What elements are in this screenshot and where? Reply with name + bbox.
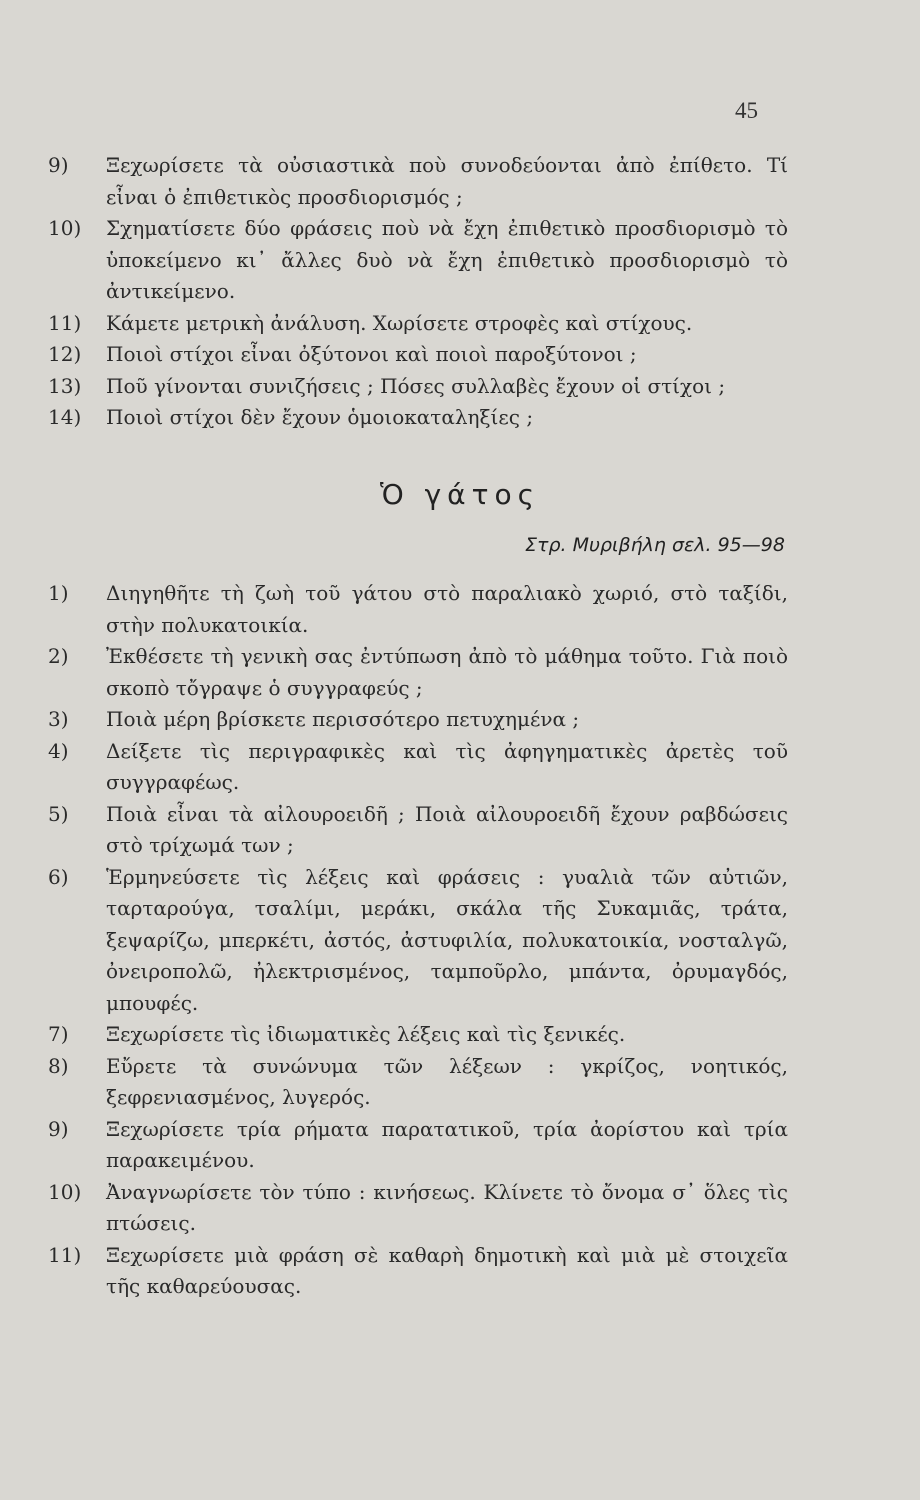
question-number: 10)	[48, 216, 82, 240]
question-item	[48, 308, 788, 340]
question-number: 3)	[48, 707, 69, 731]
question-number: 11)	[48, 1242, 82, 1267]
question-text: Ποιοὶ στίχοι εἶναι ὀξύτονοι καὶ ποιοὶ παροξύτονοι ;	[106, 342, 637, 366]
question-item	[48, 641, 788, 704]
question-number: 13)	[48, 373, 82, 398]
question-text: Ποῦ γίνονται συνιζήσεις ; Πόσες συλλαβὲς ἔχουν οἱ στίχοι ;	[106, 373, 726, 398]
author-reference: Στρ. Μυριβήλη σελ. 95—98	[525, 534, 785, 556]
question-text: Σχηματίσετε δύο φράσεις ποὺ νὰ ἔχη ἐπιθετικὸ προσδιορισμὸ τὸ ὑποκείμενο κι᾽ ἄλλες δυὸ νὰ ἔχη ἐπιθετικὸ προσδιορισμὸ τὸ ἀντικείμενο.	[106, 216, 788, 303]
question-text: Ξεχωρίσετε τρία ρήματα παρατατικοῦ, τρία ἀορίστου καὶ τρία παρακειμένου.	[106, 1116, 788, 1172]
question-number: 8)	[48, 1053, 69, 1078]
question-item	[48, 339, 788, 371]
question-item	[48, 704, 788, 736]
question-number: 5)	[48, 801, 69, 826]
question-item	[48, 402, 788, 434]
question-number: 9)	[48, 1116, 69, 1141]
question-text: Ποιὰ μέρη βρίσκετε περισσότερο πετυχημένα ;	[106, 707, 580, 731]
question-item	[48, 150, 788, 213]
question-text: Δείξετε τὶς περιγραφικὲς καὶ τὶς ἀφηγηματικὲς ἀρετὲς τοῦ συγγραφέως.	[106, 738, 788, 794]
question-text: Κάμετε μετρικὴ ἀνάλυση. Χωρίσετε στροφὲς καὶ στίχους.	[106, 310, 693, 335]
question-item	[48, 862, 788, 1020]
question-number: 12)	[48, 342, 82, 366]
question-number: 4)	[48, 738, 69, 763]
question-item	[48, 1240, 788, 1303]
question-item	[48, 578, 788, 641]
question-text: Ἐκθέσετε τὴ γενικὴ σας ἐντύπωση ἀπὸ τὸ μάθημα τοῦτο. Γιὰ ποιὸ σκοπὸ τὄγραψε ὁ συγγραφεύς ;	[106, 644, 788, 700]
question-number: 14)	[48, 405, 82, 429]
question-item	[48, 1051, 788, 1114]
question-number: 1)	[48, 581, 69, 605]
question-item	[48, 1114, 788, 1177]
question-item	[48, 1177, 788, 1240]
question-item	[48, 799, 788, 862]
question-item	[48, 736, 788, 799]
question-number: 2)	[48, 644, 69, 668]
question-item	[48, 213, 788, 308]
page-number: 45	[735, 98, 758, 123]
question-text: Ξεχωρίσετε τὰ οὐσιαστικὰ ποὺ συνοδεύονται ἀπὸ ἐπίθετο. Τί εἶναι ὁ ἐπιθετικὸς προσδιορισμός ;	[106, 153, 788, 209]
question-text: Διηγηθῆτε τὴ ζωὴ τοῦ γάτου στὸ παραλιακὸ χωριό, στὸ ταξίδι, στὴν πολυκατοικία.	[106, 581, 788, 637]
question-number: 6)	[48, 864, 69, 889]
question-list-2	[48, 578, 788, 1303]
question-number: 11)	[48, 310, 82, 335]
question-number: 9)	[48, 153, 69, 177]
question-item	[48, 1019, 788, 1051]
question-text: Ἀναγνωρίσετε τὸν τύπο : κινήσεως. Κλίνετε τὸ ὄνομα σ᾽ ὅλες τὶς πτώσεις.	[106, 1179, 788, 1235]
question-item	[48, 371, 788, 403]
question-text: Ποιοὶ στίχοι δὲν ἔχουν ὁμοιοκαταληξίες ;	[106, 405, 534, 429]
chapter-title: Ὁ γάτος	[379, 478, 541, 511]
question-text: Ξεχωρίσετε μιὰ φράση σὲ καθαρὴ δημοτικὴ καὶ μιὰ μὲ στοιχεῖα τῆς καθαρεύουσας.	[106, 1242, 788, 1298]
question-number: 10)	[48, 1179, 82, 1204]
question-number: 7)	[48, 1022, 69, 1046]
question-text: Ποιὰ εἶναι τὰ αἰλουροειδῆ ; Ποιὰ αἰλουροειδῆ ἔχουν ραβδώσεις στὸ τρίχωμά των ;	[106, 801, 788, 857]
question-text: Ἑρμηνεύσετε τὶς λέξεις καὶ φράσεις : γυαλιὰ τῶν αὐτιῶν, ταρταρούγα, τσαλίμι, μεράκι, σκάλα τῆς Συκαμιᾶς, τράτα, ξεψαρίζω, μπερκέτι, ἀστός, ἀστυφιλία, πολυκατοικία, νοσταλγῶ, ὀνειροπολῶ, ἠλεκτρισμένος, ταμποῦρλο, μπάντα, ὀρυμαγδός, μπουφές.	[106, 864, 788, 1015]
question-list-1	[48, 150, 788, 434]
question-text: Εὔρετε τὰ συνώνυμα τῶν λέξεων : γκρίζος, νοητικός, ξεφρενιασμένος, λυγερός.	[106, 1053, 788, 1109]
question-text: Ξεχωρίσετε τὶς ἰδιωματικὲς λέξεις καὶ τὶς ξενικές.	[106, 1022, 626, 1046]
